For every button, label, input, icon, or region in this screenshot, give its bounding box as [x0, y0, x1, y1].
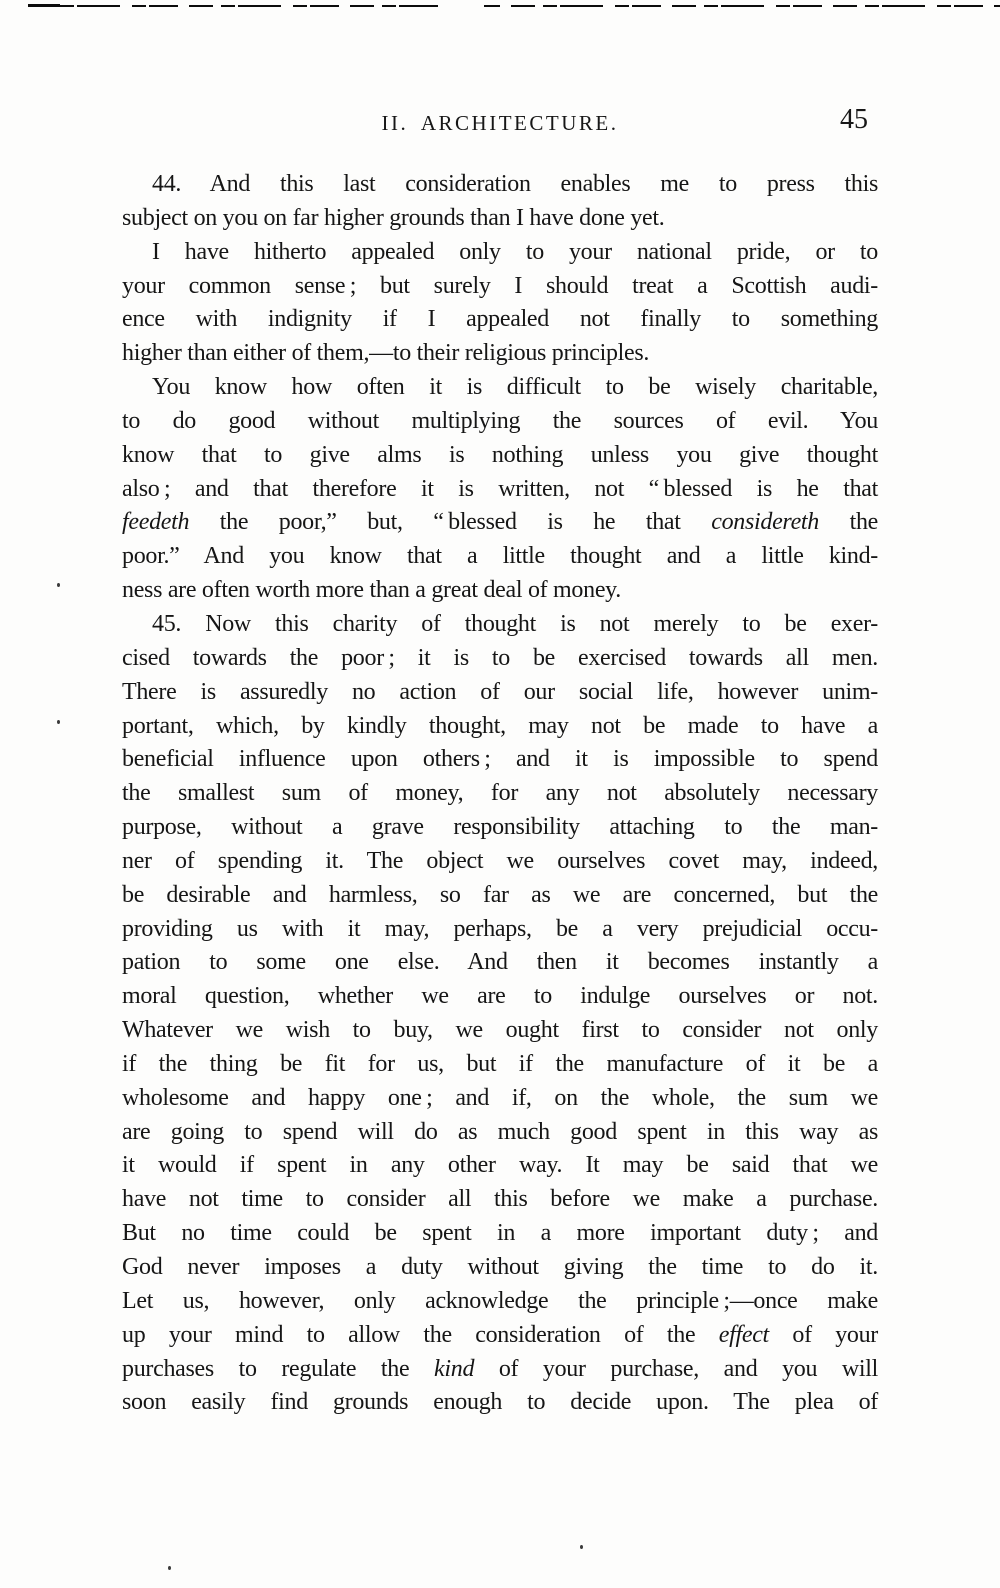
scan-edge-line-start	[28, 4, 60, 7]
text-line: subject on you on far higher grounds than I have done yet.	[122, 204, 665, 231]
text-line: purchases to regulate the kind of your purchase, and you will	[122, 1355, 878, 1382]
text-line: soon easily find grounds enough to decide upon. The plea of	[122, 1389, 878, 1416]
text-line: purpose, without a grave responsibility attaching to the man-	[122, 814, 878, 841]
italic-word: kind	[434, 1355, 475, 1382]
page-number: 45	[840, 104, 868, 135]
text-line: You know how often it is difficult to be wisely charitable,	[152, 374, 878, 401]
text-line: be desirable and harmless, so far as we are concerned, but the	[122, 881, 878, 908]
text-line: wholesome and happy one ; and if, on the whole, the sum we	[122, 1084, 878, 1111]
text-line: have not time to consider all this before we make a purchase.	[122, 1186, 878, 1213]
scan-edge-line	[28, 5, 1000, 7]
italic-word: considereth	[711, 509, 820, 536]
running-header	[122, 104, 878, 140]
page-body	[122, 168, 878, 1420]
text-line: feedeth the poor,” but, “ blessed is he that considereth the	[122, 509, 879, 536]
text-line: if the thing be fit for us, but if the manufacture of it be a	[122, 1050, 878, 1077]
text-line: But no time could be spent in a more important duty ; and	[122, 1220, 878, 1247]
text-line: up your mind to allow the consideration of the effect of your	[122, 1321, 878, 1348]
text-line: pation to some one else. And then it becomes instantly a	[122, 949, 878, 976]
text-line: know that to give alms is nothing unless you give thought	[122, 441, 878, 468]
text-line: portant, which, by kindly thought, may not be made to have a	[122, 712, 878, 739]
text-line: Whatever we wish to buy, we ought first to consider not only	[122, 1017, 878, 1044]
text-line: providing us with it may, perhaps, be a very prejudicial occu-	[122, 915, 878, 942]
text-line: the smallest sum of money, for any not absolutely necessary	[122, 780, 878, 807]
italic-word: effect	[718, 1321, 769, 1348]
scan-speck	[57, 720, 60, 724]
scan-speck	[580, 1545, 583, 1549]
text-line: ence with indignity if I appealed not finally to something	[122, 306, 878, 333]
text-line: poor.” And you know that a little thought and a little kind-	[122, 543, 878, 570]
scan-speck	[57, 583, 60, 587]
text-line: higher than either of them,—to their religious principles.	[122, 340, 650, 367]
text-line: ness are often worth more than a great deal of money.	[122, 577, 622, 604]
text-line: 45. Now this charity of thought is not merely to be exer-	[152, 610, 878, 637]
scan-speck	[168, 1566, 171, 1570]
section-title: II. ARCHITECTURE.	[381, 111, 619, 135]
text-line: I have hitherto appealed only to your national pride, or to	[152, 238, 878, 265]
text-line: your common sense ; but surely I should treat a Scottish audi-	[122, 272, 878, 299]
text-line: to do good without multiplying the sources of evil. You	[122, 407, 878, 434]
text-line: God never imposes a duty without giving the time to do it.	[122, 1254, 878, 1280]
text-line: cised towards the poor ; it is to be exercised towards all men.	[122, 644, 878, 671]
text-line: 44. And this last consideration enables me to press this	[152, 171, 878, 197]
text-line: There is assuredly no action of our social life, however unim-	[122, 678, 878, 705]
text-line: ner of spending it. The object we ourselves covet may, indeed,	[122, 847, 878, 874]
text-line: beneficial influence upon others ; and it is impossible to spend	[122, 746, 878, 773]
text-line: Let us, however, only acknowledge the principle ;—once make	[122, 1287, 878, 1314]
scan-edge-line-gap	[438, 2, 484, 9]
text-line: it would if spent in any other way. It may be said that we	[122, 1152, 878, 1179]
text-line: moral question, whether we are to indulge ourselves or not.	[122, 983, 878, 1010]
text-line: also ; and that therefore it is written, not “ blessed is he that	[122, 475, 878, 502]
italic-word: feedeth	[122, 509, 190, 536]
text-line: are going to spend will do as much good spent in this way as	[122, 1118, 878, 1145]
